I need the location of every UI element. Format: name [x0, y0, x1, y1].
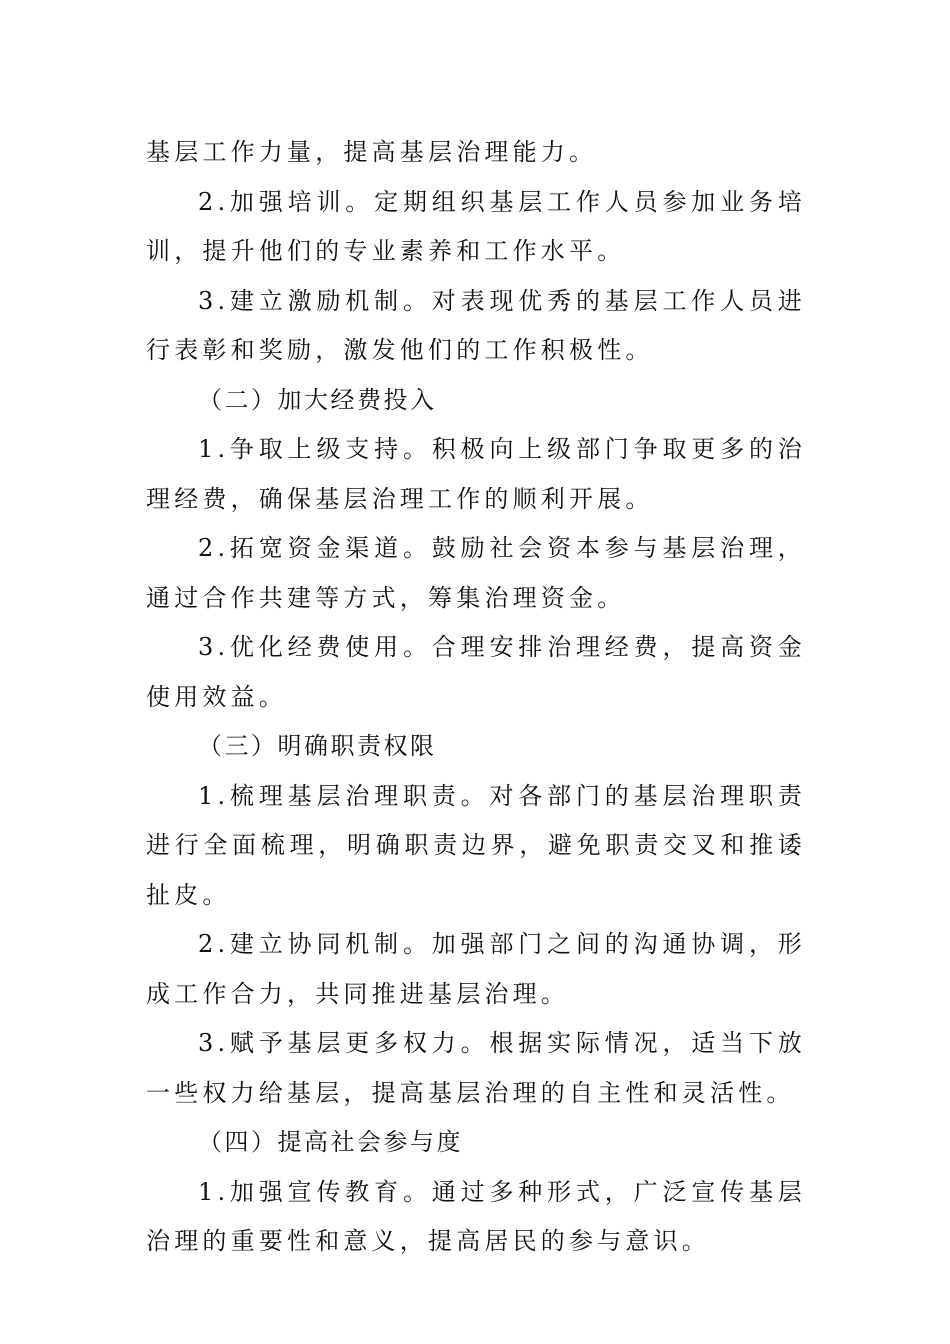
document-body	[146, 128, 806, 1267]
paragraph-item: 1.争取上级支持。积极向上级部门争取更多的治理经费，确保基层治理工作的顺利开展。	[146, 435, 806, 513]
section-heading: （四）提高社会参与度	[198, 1128, 463, 1156]
paragraph-continuation: 基层工作力量，提高基层治理能力。	[146, 138, 598, 166]
paragraph-item: 3.建立激励机制。对表现优秀的基层工作人员进行表彰和奖励，激发他们的工作积极性。	[146, 286, 806, 364]
paragraph-item: 2.拓宽资金渠道。鼓励社会资本参与基层治理，通过合作共建等方式，筹集治理资金。	[146, 534, 806, 612]
paragraph-item: 1.加强宣传教育。通过多种形式，广泛宣传基层治理的重要性和意义，提高居民的参与意识。	[146, 1177, 806, 1255]
paragraph-item: 2.建立协同机制。加强部门之间的沟通协调，形成工作合力，共同推进基层治理。	[146, 930, 806, 1008]
paragraph-item: 3.优化经费使用。合理安排治理经费，提高资金使用效益。	[146, 633, 806, 711]
paragraph-item: 3.赋予基层更多权力。根据实际情况，适当下放一些权力给基层，提高基层治理的自主性和灵活性。	[146, 1029, 806, 1107]
section-heading: （二）加大经费投入	[198, 385, 437, 414]
paragraph-item: 2.加强培训。定期组织基层工作人员参加业务培训，提升他们的专业素养和工作水平。	[146, 187, 806, 265]
section-heading: （三）明确职责权限	[198, 732, 437, 760]
paragraph-item: 1.梳理基层治理职责。对各部门的基层治理职责进行全面梳理，明确职责边界，避免职责交叉和推诿扯皮。	[146, 781, 806, 909]
